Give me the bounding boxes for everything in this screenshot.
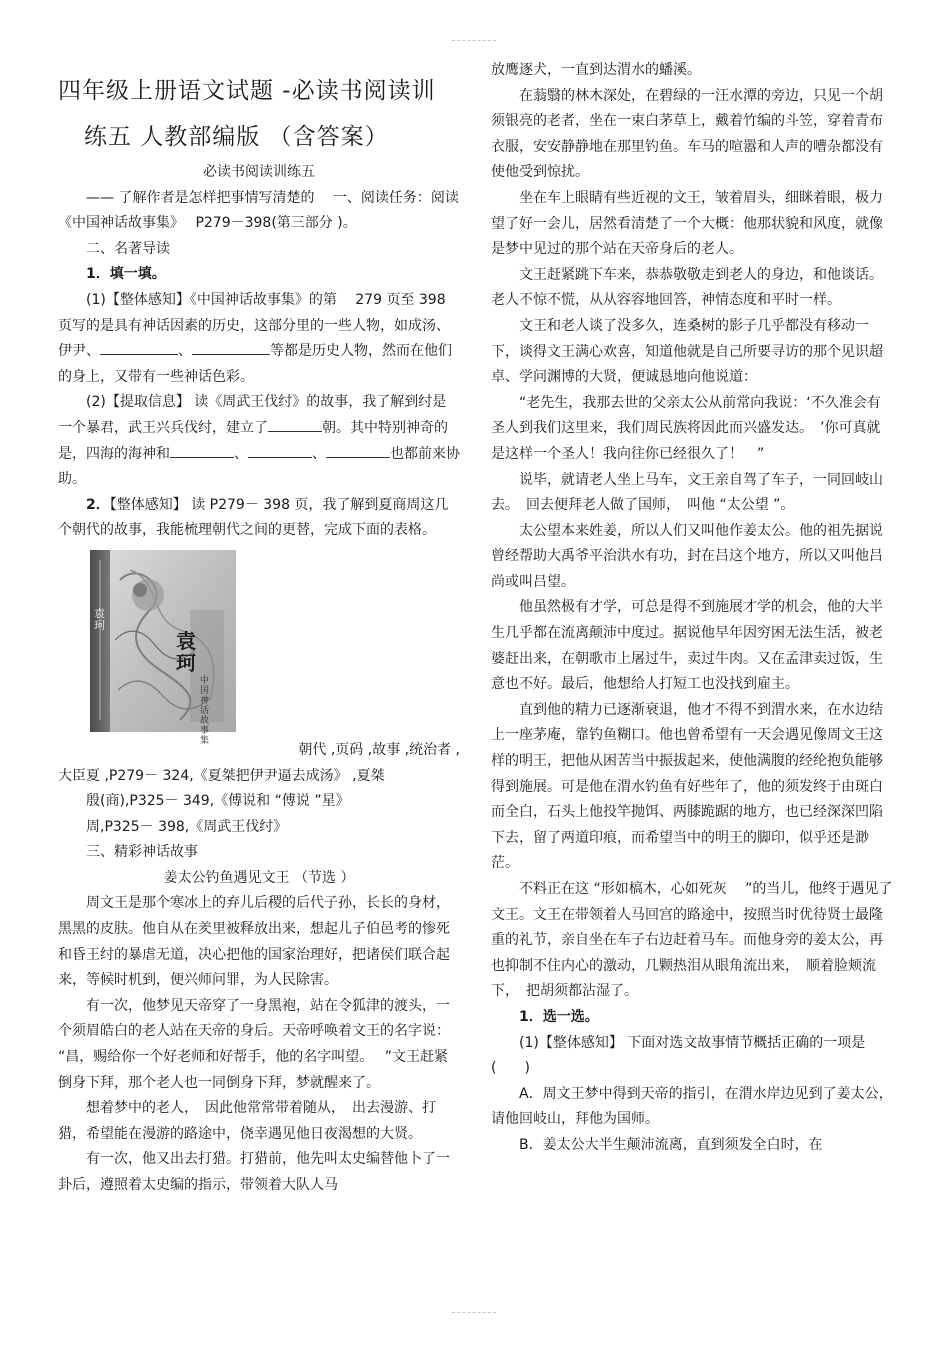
blank-1[interactable]	[100, 340, 178, 355]
story-title: 姜太公钓鱼遇见文王 （节选 ）	[163, 869, 355, 886]
table-row-2: 殷(商),P325－ 349,《傅说和 “傅说 ”星》	[86, 793, 350, 810]
doc-subtitle: 必读书阅读训练五	[203, 164, 315, 180]
option-b[interactable]: B．姜太公大半生颠沛流离，直到须发全白时，在	[519, 1136, 823, 1153]
q1-1-text-a: (1)【整体感知】《中国神话故事集》的第 279 页至 398 页写的是具有神话因素的历史，这部分里的一些人物，如成汤、伊尹、	[58, 291, 450, 360]
story-paragraph: 放鹰逐犬，一直到达渭水的蟠溪。	[491, 62, 701, 78]
q1-1-text-b: 等都是历史人物，然而在他们的身上，又带有一些神话色彩。	[58, 343, 452, 385]
book-cover-subtitle: 中国神话故事集	[200, 675, 210, 746]
story-paragraph: 有一次，他又出去打猎。打猎前，他先叫太史编替他卜了一卦后，遵照着太史编的指示，带领着大队人马	[58, 1151, 450, 1193]
select-question-heading: 1．选一选。	[519, 1008, 599, 1025]
blank-5[interactable]	[248, 443, 312, 458]
story-paragraph: 太公望本来姓姜，所以人们又叫他作姜太公。他的祖先据说曾经帮助大禹爷平治洪水有功，封在吕这个地方，所以又叫他吕尚或叫吕望。	[491, 522, 883, 590]
q1-2: (2)【提取信息】 读《周武王伐纣》的故事，我了解到纣是一个暴君，武王兴兵伐纣，建立了 朝。其中特别神奇的是，四海的海神和 、 、 也都前来协助。	[58, 394, 460, 488]
select-question-1: (1)【整体感知】 下面对选文故事情节概括正确的一项是 ( )	[491, 1034, 866, 1077]
q2-text: 【整体感知】 读 P279－ 398 页，我了解到夏商周这几个朝代的故事，我能梳理朝代之间的更替，完成下面的表格。	[58, 496, 449, 539]
book-cover-image	[58, 548, 460, 746]
q2	[58, 493, 460, 544]
story-paragraph: 想着梦中的老人， 因此他常常带着随从， 出去漫游、打猎，希望能在漫游的路途中，侥幸遇见他日夜渴想的大贤。	[58, 1100, 436, 1142]
blank-4[interactable]	[170, 443, 234, 458]
blank-2[interactable]	[192, 340, 270, 355]
left-column	[58, 72, 460, 1199]
story-paragraph: 直到他的精力已逐渐衰退，他才不得不到渭水来，在水边结上一座茅庵，靠钓鱼糊口。他也曾希望有一天会遇见像周文王这样的明王，把他从困苦当中振拔起来，使他满腹的经纶抱负能够得到施展。可是他在渭水钓鱼有好些年了，他的须发终于由斑白而全白，石头上他投竿抛饵、两膝跪踞的地方，也已经深深凹陷下去，留了两道印痕，而希望当中的明王的脚印，似乎还是渺茫。	[491, 701, 883, 872]
story-paragraph: 坐在车上眼睛有些近视的文王，皱着眉头，细眯着眼，极力望了好一会儿，居然看清楚了一个大概：他那状貌和风度，就像是梦中见过的那个站在天帝身后的老人。	[491, 189, 883, 258]
q1-2-text-a: (2)【提取信息】 读《周武王伐纣》的故事，我了解到纣是一个暴君，武王兴兵伐纣，建立了	[58, 394, 447, 436]
story-paragraph: “老先生，我那去世的父亲太公从前常向我说：‘不久准会有圣人到我们这里来，我们周民族将因此而兴盛发达。 ’你可真就是这样一个圣人！我向往你已经很久了！ ”	[491, 394, 881, 462]
story-paragraph: 文王和老人谈了没多久，连桑树的影子几乎都没有移动一下，谈得文王满心欢喜，知道他就是自己所要寻访的那个见识超卓、学问渊博的大贤，便诚恳地向他说道：	[491, 317, 883, 386]
story-paragraph: 周文王是那个寒冰上的弃儿后稷的后代子孙，长长的身材，黑黑的皮肤。他自从在羑里被释放出来，想起儿子伯邑考的惨死和昏王纣的暴虐无道，决心把他的国家治理好，把诸侯们联合起来，等候时机到，便兴师问罪，为人民除害。	[58, 895, 450, 989]
story-paragraph: 不料正在这 “形如槁木，心如死灰 ”的当儿，他终于遇见了文王。文王在带领着人马回宫的路途中，按照当时优待贤士最隆重的礼节，亲自坐在车子右边赶着马车。而他身旁的姜太公，再也抑制不住内心的激动，几颗热泪从眼角流出来， 顺着脸颊流下， 把胡须都沾湿了。	[491, 881, 893, 1000]
story-paragraph: 有一次，他梦见天帝穿了一身黑袍，站在令狐津的渡头，一个须眉皓白的老人站在天帝的身后。天帝呼唤着文王的名字说： “昌，赐给你一个好老师和好帮手，他的名字叫望。 ”文王赶紧倒身下拜，那个老人也一同倒身下拜，梦就醒来了。	[58, 997, 462, 1091]
option-a[interactable]: A．周文王梦中得到天帝的指引，在渭水岸边见到了姜太公，请他回岐山，拜他为国师。	[491, 1085, 893, 1128]
table-row-3: 周,P325－ 398,《周武王伐纣》	[86, 818, 288, 835]
book-cover-illustration	[90, 550, 236, 732]
section3-heading: 三、精彩神话故事	[86, 844, 198, 861]
book-cover-title: 袁珂	[176, 628, 196, 675]
q1-1: (1)【整体感知】《中国神话故事集》的第 279 页至 398 页写的是具有神话因素的历史，这部分里的一些人物，如成汤、伊尹、 、 等都是历史人物，然而在他们的身上，又带有一些神话色彩。	[58, 291, 452, 385]
blank-6[interactable]	[326, 443, 390, 458]
table-header: 朝代 ,页码 ,故事 ,统治者 ,	[298, 741, 460, 758]
right-column	[491, 58, 893, 1159]
story-paragraph: 文王赶紧跳下车来，恭恭敬敬走到老人的身边，和他谈话。老人不惊不慌，从从容容地回答，神情态度和平时一样。	[491, 266, 883, 309]
book-spine-title: 袁珂	[94, 606, 105, 632]
section2-heading: 二、名著导读	[86, 240, 170, 257]
page-top-divider	[452, 40, 496, 41]
blank-3[interactable]	[268, 417, 322, 432]
doc-title-line1: 四年级上册语文试题 -必读书阅读训	[58, 78, 436, 104]
story-paragraph: 他虽然极有才学，可总是得不到施展才学的机会，他的大半生几乎都在流离颠沛中度过。据说他早年因穷困无法生活，被老婆赶出来，在朝歌市上屠过牛，卖过牛肉。又在孟津卖过饭，生意也不好。最后，他想给人打短工也没找到雇主。	[491, 599, 883, 693]
q1-2-text-c: 也都前来协助。	[58, 445, 460, 488]
doc-title-line2: 练五 人教部编版 （含答案）	[84, 124, 389, 150]
story-paragraph: 在蓊翳的林木深处，在碧绿的一汪水潭的旁边，只见一个胡须银亮的老者，坐在一束白茅草上，戴着竹编的斗笠，穿着青布衣服，安安静静地在那里钓鱼。车马的喧嚣和人声的嘈杂都没有使他受到惊扰。	[491, 87, 883, 181]
intro-task: —— 了解作者是怎样把事情写清楚的 一、阅读任务：阅读《中国神话故事集》 P279－398(第三部分 )。	[58, 189, 459, 232]
q1-2-text-b: 朝。其中特别神奇的是，四海的海神和	[58, 419, 448, 462]
q2-number: 2．	[86, 496, 110, 513]
page-bottom-divider	[452, 1312, 496, 1313]
story-paragraph: 说毕，就请老人坐上马车，文王亲自驾了车子，一同回岐山去。 回去便拜老人做了国师， 叫他 “太公望 ”。	[491, 471, 883, 514]
q1-heading: 1．填一填。	[86, 266, 166, 283]
table-row-1: 大臣夏 ,P279－ 324,《夏桀把伊尹逼去成汤》 ,夏桀	[58, 767, 385, 784]
